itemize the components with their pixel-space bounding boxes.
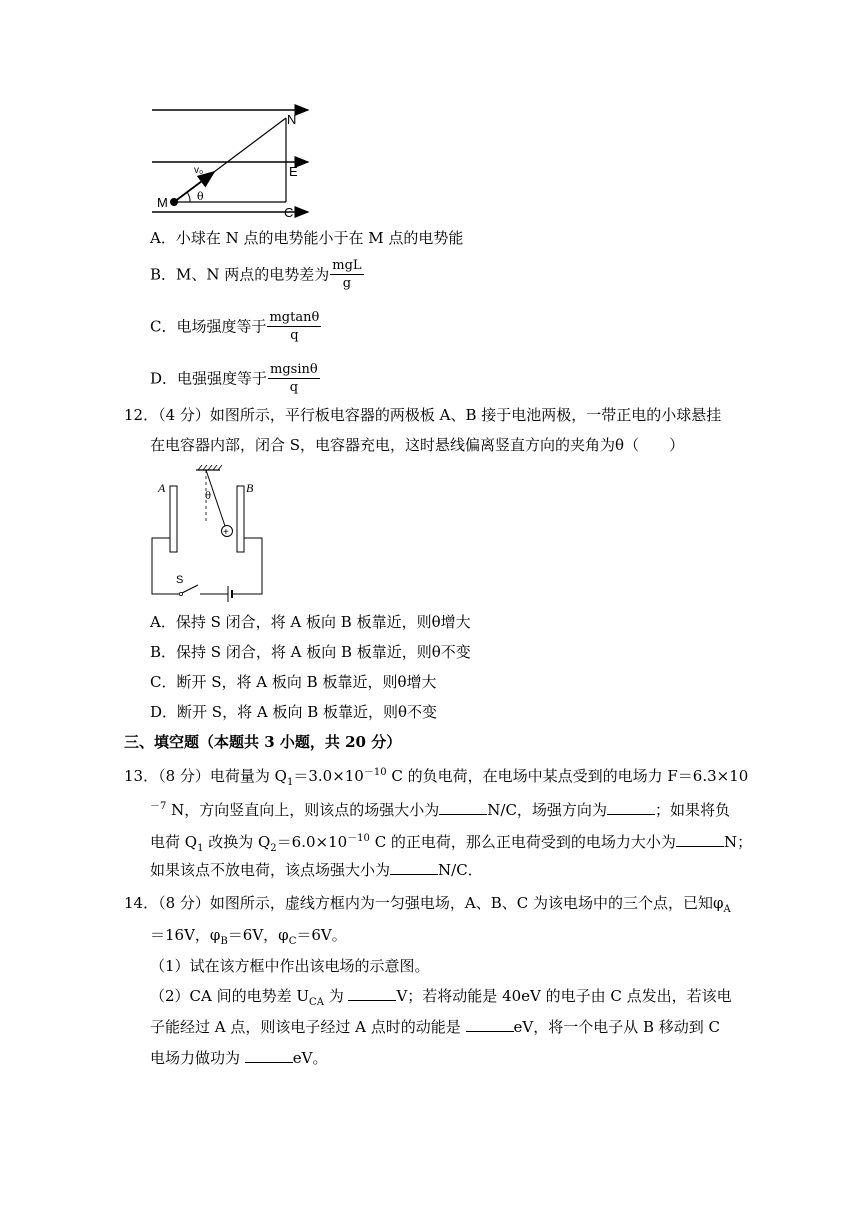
fraction-numerator: mgtanθ: [269, 310, 320, 325]
q14-line-3: （1）试在该方框中作出该电场的示意图。: [150, 957, 430, 975]
text: N，方向竖直向上，则该点的场强大小为: [166, 801, 440, 819]
section-3-heading: 三、填空题（本题共 3 小题，共 20 分）: [124, 733, 402, 751]
q12-stem-line-2: 在电容器内部，闭合 S，电容器充电，这时悬线偏离竖直方向的夹角为θ（ ）: [150, 436, 685, 454]
q12-option-b: B．保持 S 闭合，将 A 板向 B 板靠近，则θ不变: [150, 643, 471, 661]
q12-stem-line-1: 12．（4 分）如图所示，平行板电容器的两极板 A、B 接于电池两极，一带正电的小球悬挂: [124, 406, 722, 424]
q13-line-2: [150, 797, 730, 820]
text: ＝3.0×10: [293, 767, 364, 785]
text: eV，将一个电子从 B 移动到 C: [513, 1018, 721, 1036]
answer-blank[interactable]: [676, 832, 724, 847]
answer-blank[interactable]: [348, 986, 396, 1001]
q14-line-6: [150, 1048, 328, 1068]
q11-figure: [146, 100, 316, 220]
text: ＝6V。: [296, 926, 347, 944]
subscript: C: [288, 936, 297, 947]
q11-option-b-text: B．M、N 两点的电势差为: [150, 265, 330, 284]
superscript: －10: [347, 833, 370, 844]
fraction-denominator: q: [290, 328, 299, 343]
theta-arc: [187, 192, 190, 202]
subscript: 1: [197, 843, 204, 854]
q12-option-a: A．保持 S 闭合，将 A 板向 B 板靠近，则θ增大: [150, 613, 471, 631]
plate-a: [170, 486, 177, 552]
q11-option-d-text: D．电强强度等于: [150, 369, 268, 388]
text: 电荷 Q: [150, 833, 198, 851]
q11-option-d: [150, 362, 320, 397]
q11-option-b-fraction: [330, 258, 363, 293]
plate-b-label: B: [246, 481, 254, 495]
q14-line-1: [124, 893, 731, 920]
q11-option-b: [150, 258, 364, 293]
q13-line-3: [150, 829, 752, 859]
q14-line-5: [150, 1017, 720, 1037]
fraction-numerator: mgsinθ: [270, 362, 318, 377]
text: C 的负电荷，在电场中某点受到的电场力 F＝6.3×10: [386, 767, 749, 785]
text: C 的正电荷，那么正电荷受到的电场力大小为: [369, 833, 676, 851]
label-c: C: [284, 205, 294, 220]
subscript: CA: [309, 997, 324, 1008]
subscript: 2: [270, 843, 277, 854]
ball-m: [170, 198, 178, 206]
q13-line-1: [124, 763, 748, 793]
text: 如果该点不放电荷，该点场强大小为: [150, 861, 391, 879]
q11-option-a: A．小球在 N 点的电势能小于在 M 点的电势能: [150, 229, 464, 247]
q11-option-c-fraction: [267, 310, 321, 345]
subscript: 1: [286, 777, 294, 788]
q11-option-d-fraction: [268, 362, 320, 397]
text: N；: [723, 833, 753, 851]
q13-line-4: [150, 860, 483, 880]
q11-option-c-text: C．电场强度等于: [150, 317, 267, 336]
text: ；如果将负: [654, 801, 730, 819]
plate-b: [237, 486, 244, 552]
label-n: N: [287, 112, 297, 127]
text: V；若将动能是 40eV 的电子由 C 点发出，若该电: [396, 987, 732, 1005]
text: 改换为 Q: [203, 833, 271, 851]
text: ＝6V，φ: [227, 926, 289, 944]
switch-contact: [179, 592, 182, 595]
superscript: －7: [150, 801, 167, 812]
text: ＝16V，φ: [150, 926, 221, 944]
text: ＝6.0×10: [276, 833, 348, 851]
ceiling-hatch: [198, 465, 222, 470]
answer-blank[interactable]: [439, 800, 487, 815]
q14-line-2: [150, 925, 347, 952]
theta-label: θ: [205, 491, 212, 502]
answer-blank[interactable]: [466, 1017, 514, 1032]
answer-blank[interactable]: [607, 800, 655, 815]
text: 14．（8 分）如图所示，虚线方框内为一匀强电场，A、B、C 为该电场中的三个点，已知φ: [124, 894, 724, 912]
switch-s: [182, 585, 198, 593]
answer-blank[interactable]: [390, 860, 438, 875]
subscript: B: [220, 936, 228, 947]
ball-charge-sign: +: [223, 527, 229, 538]
velocity-arrow: [174, 172, 214, 202]
q14-line-4: [150, 986, 732, 1013]
text: 13．（8 分）电荷量为 Q: [124, 767, 287, 785]
q12-option-d: D．断开 S，将 A 板向 B 板靠近，则θ不变: [150, 703, 438, 721]
text: N/C．: [438, 861, 483, 879]
q12-option-c: C．断开 S，将 A 板向 B 板靠近，则θ增大: [150, 673, 437, 691]
text: eV。: [292, 1049, 328, 1067]
label-e: E: [289, 164, 298, 179]
answer-blank[interactable]: [245, 1048, 293, 1063]
plate-a-label: A: [158, 481, 166, 495]
label-theta: θ: [197, 190, 204, 203]
text: （2）CA 间的电势差 U: [150, 987, 310, 1005]
text: 电场力做功为: [150, 1049, 245, 1067]
label-v0: v₀: [194, 165, 204, 176]
fraction-numerator: mgL: [332, 258, 362, 273]
text: 子能经过 A 点，则该电子经过 A 点时的动能是: [150, 1018, 466, 1036]
text: N/C，场强方向为: [487, 801, 607, 819]
fraction-denominator: g: [342, 276, 352, 291]
label-m: M: [157, 195, 168, 210]
text: 为: [323, 987, 349, 1005]
superscript: －10: [363, 767, 387, 778]
q11-option-c: [150, 310, 321, 345]
switch-label: S: [176, 574, 184, 586]
subscript: A: [723, 904, 731, 915]
q12-figure: [146, 462, 276, 602]
fraction-denominator: q: [289, 380, 299, 395]
